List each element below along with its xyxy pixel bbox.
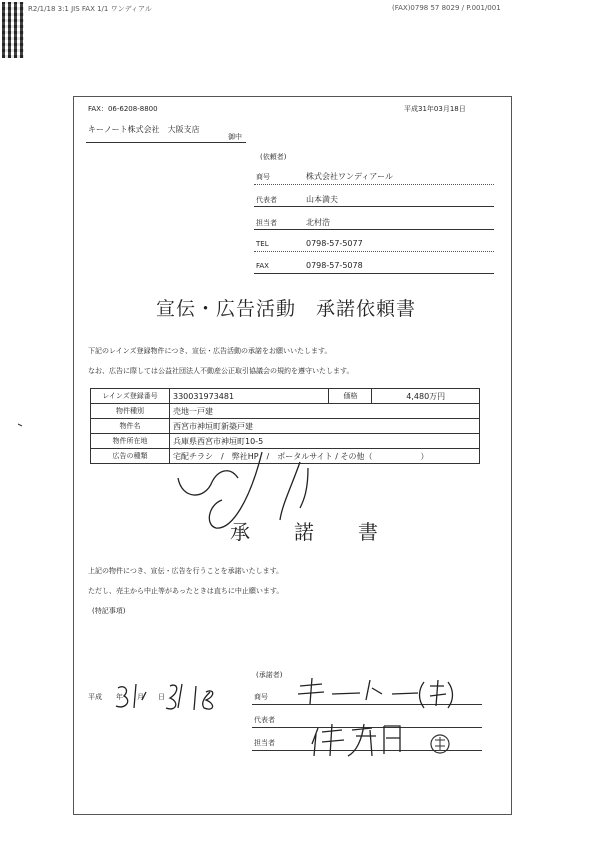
sign-label-rep: 代表者 <box>254 716 275 724</box>
recipient-company: キーノート株式会社 大阪支店 <box>88 125 200 134</box>
handwritten-company-name <box>298 678 453 708</box>
reins-label: レインズ登録番号 <box>91 389 170 404</box>
fax-header-right: (FAX)0798 57 8029 / P.001/001 <box>392 4 501 12</box>
requester-fax: 0798-57-5078 <box>306 261 363 270</box>
document-title: 宣伝・広告活動 承諾依頼書 <box>156 298 417 320</box>
handwritten-check-mark <box>178 452 308 528</box>
margin-mark <box>18 424 22 426</box>
consent-note: (特記事項) <box>92 607 126 615</box>
method-value: 宅配チラシ / 弊社HP / ポータルサイト / その他（ ） <box>170 449 480 464</box>
handwritten-date <box>116 684 213 710</box>
name-label: 物件名 <box>91 419 170 434</box>
intro-line-1: 下記のレインズ登録物件につき、宣伝・広告活動の承諾をお願いいたします。 <box>88 347 332 355</box>
consent-line-2: ただし、売主から中止等があったときは直ちに中止願います。 <box>88 587 284 595</box>
personal-seal-mark <box>435 737 445 750</box>
requester-label-person: 担当者 <box>256 219 277 227</box>
handwritten-person-name <box>312 724 400 756</box>
price-label: 価格 <box>329 389 372 404</box>
sign-label-person: 担当者 <box>254 739 275 747</box>
consent-date-label: 平成 年 月 日 <box>88 693 165 701</box>
type-label: 物件種別 <box>91 404 170 419</box>
sender-fax: FAX：06-6208-8800 <box>88 105 158 113</box>
location-value: 兵庫県西宮市神垣町10-5 <box>170 434 480 449</box>
reins-value: 330031973481 <box>170 389 329 404</box>
recipient-suffix: 御中 <box>228 133 242 141</box>
requester-label-fax: FAX <box>256 262 269 270</box>
requester-label-rep: 代表者 <box>256 196 277 204</box>
method-label: 広告の種類 <box>91 449 170 464</box>
fax-header-left: R2/1/18 3:1 JIS FAX 1/1 ワンディアル <box>28 5 152 13</box>
requester-label-tel: TEL <box>256 240 269 248</box>
requester-person: 北村浩 <box>306 218 330 227</box>
requester-heading: (依頼者) <box>260 153 287 161</box>
requester-company: 株式会社ワンディアール <box>306 172 393 181</box>
requester-rep: 山本満夫 <box>306 195 338 204</box>
document-date: 平成31年03月18日 <box>404 105 466 113</box>
sign-label-company: 商号 <box>254 693 268 701</box>
sign-heading: (承諾者) <box>256 671 283 679</box>
type-value: 売地一戸建 <box>170 404 480 419</box>
location-label: 物件所在地 <box>91 434 170 449</box>
name-value: 西宮市神垣町新築戸建 <box>170 419 480 434</box>
requester-tel: 0798-57-5077 <box>306 239 363 248</box>
intro-line-2: なお、広告に際しては公益社団法人不動産公正取引協議会の規約を遵守いたします。 <box>88 367 354 375</box>
consent-line-1: 上記の物件につき、宣伝・広告を行うことを承諾いたします。 <box>88 567 284 575</box>
consent-title: 承諾書 <box>230 520 422 544</box>
price-value: 4,480万円 <box>372 389 480 404</box>
requester-label-company: 商号 <box>256 173 270 181</box>
